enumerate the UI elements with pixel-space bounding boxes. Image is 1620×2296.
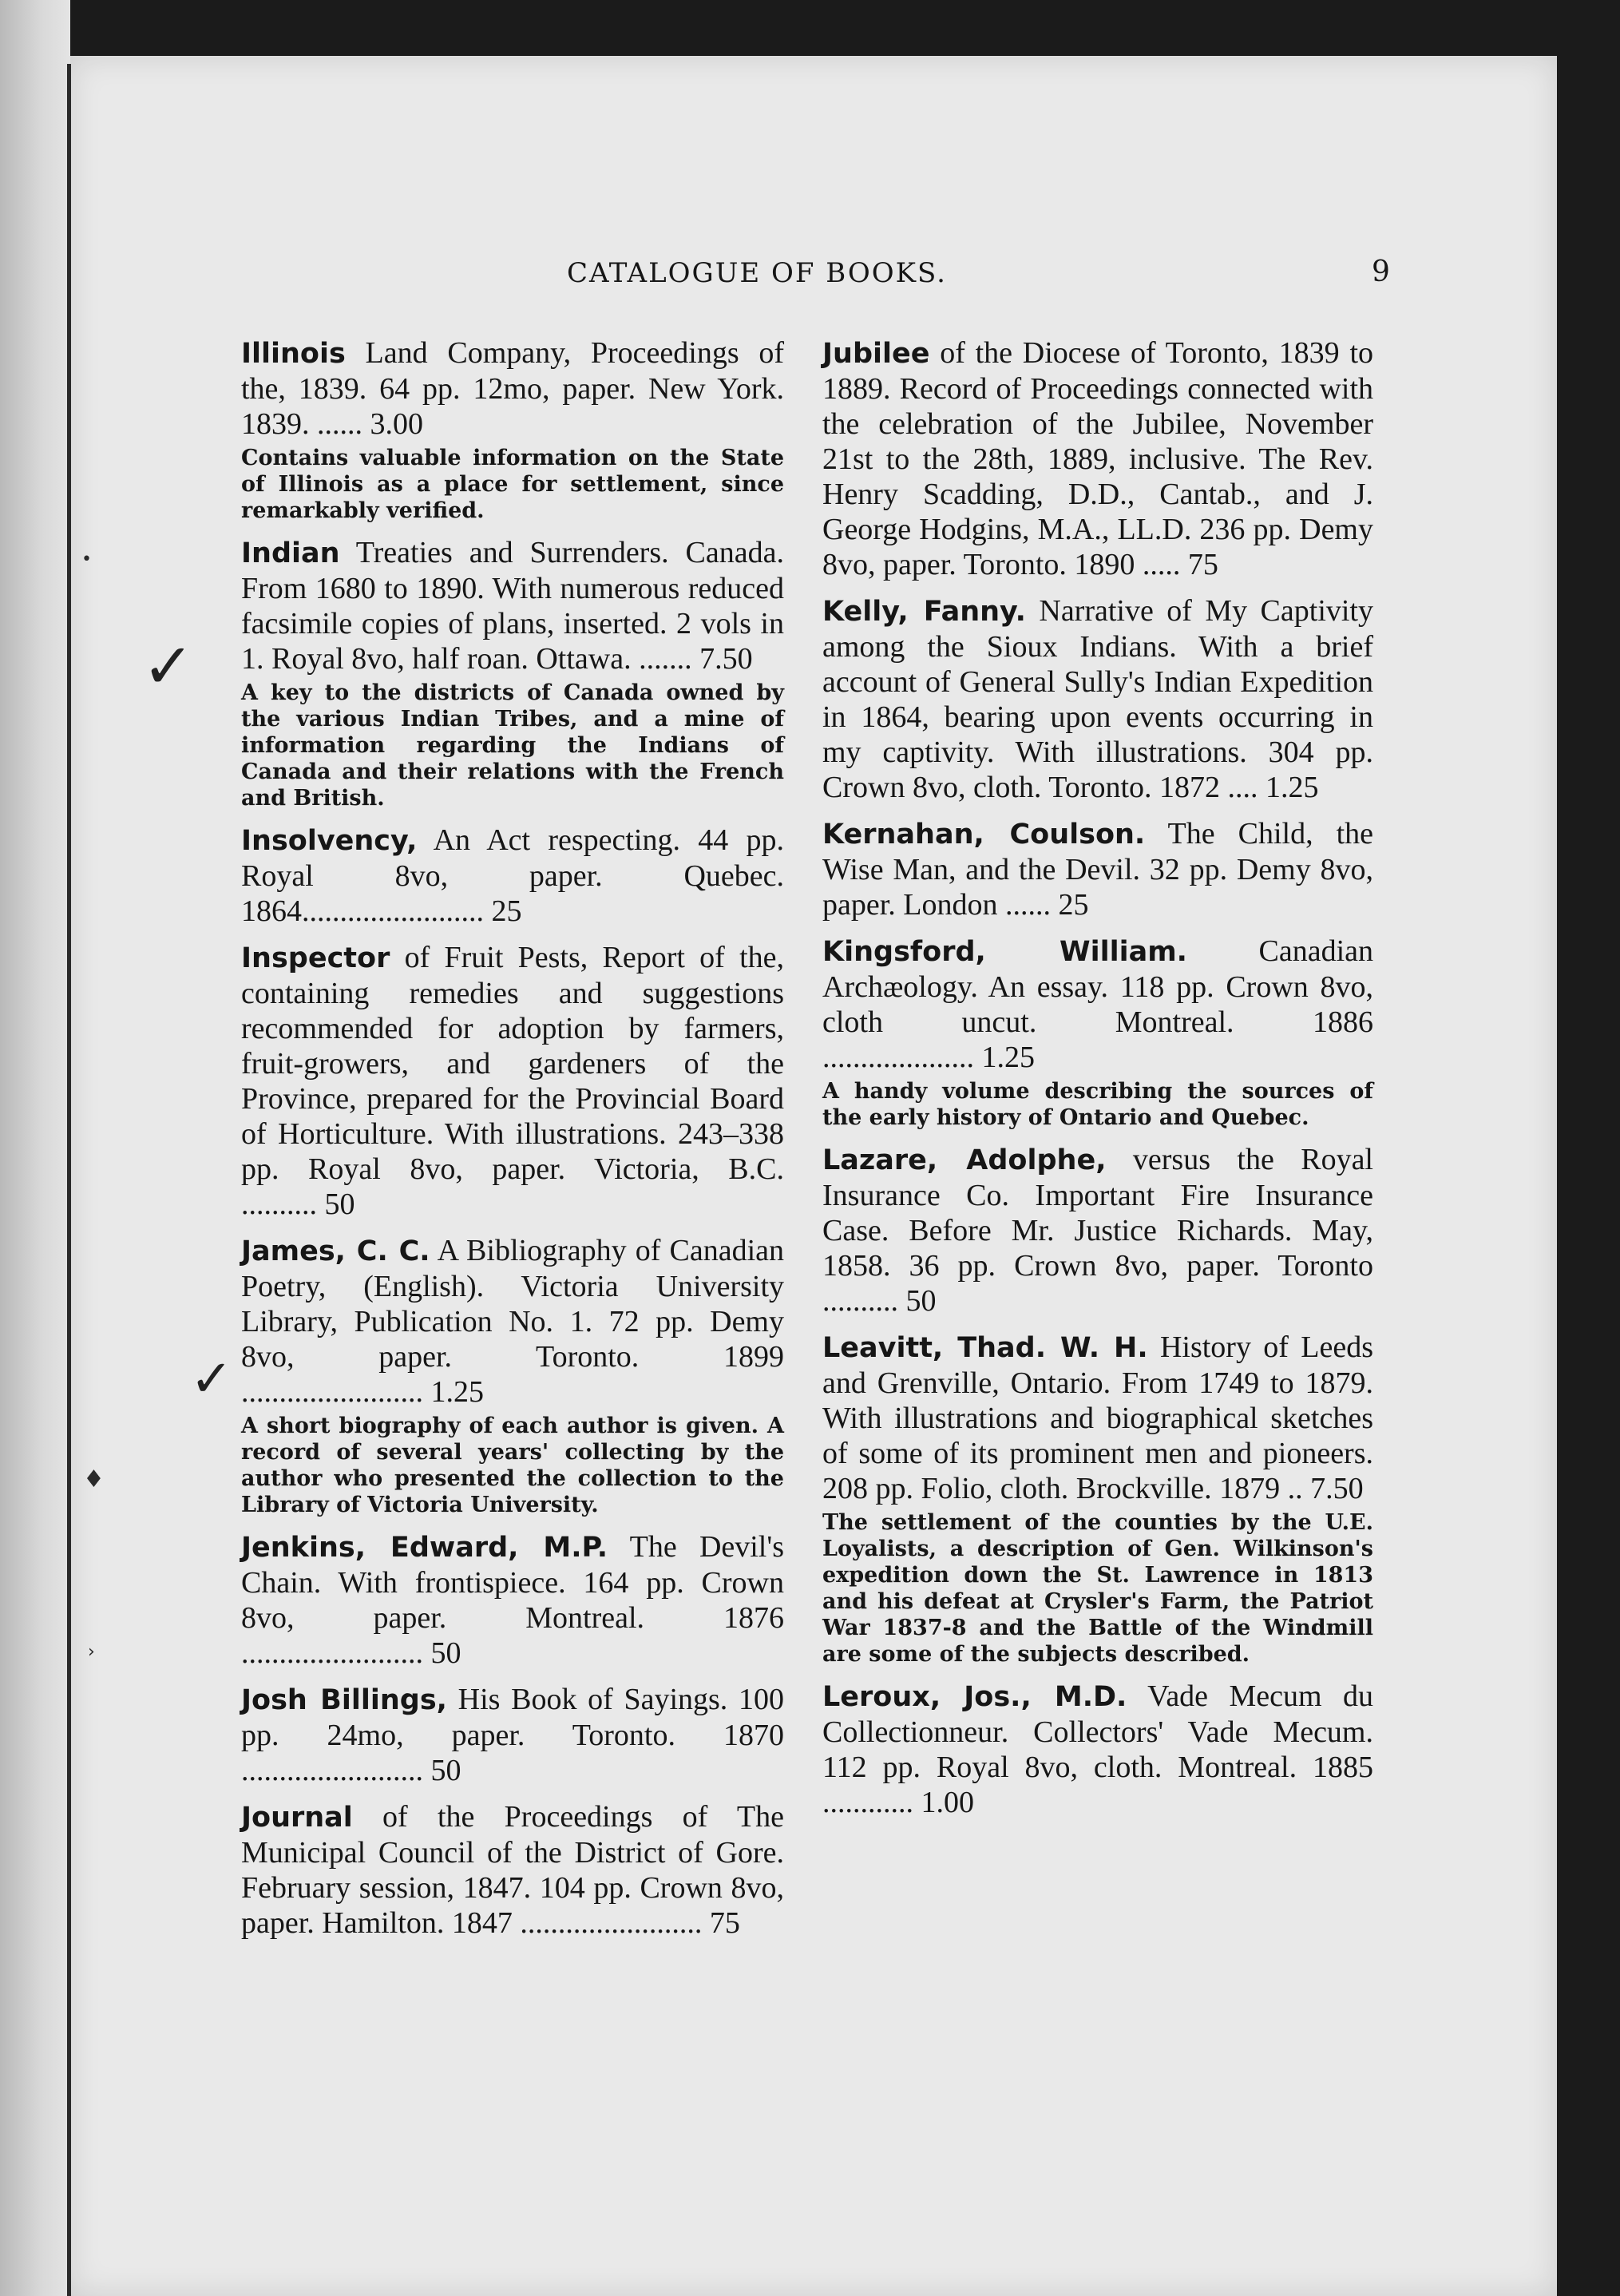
catalogue-entry-kingsford	[822, 934, 1373, 1131]
entry-price: .......... 50	[241, 1188, 355, 1221]
entry-body: A Bibliography of Canadian Poetry, (English). Victoria University Library, Publication No. 1. 72 pp. Demy 8vo, paper. Toronto. 1899	[241, 1234, 784, 1374]
entry-body: Land Company, Proceedings of the, 1839. 64 pp. 12mo, paper. New York. 1839.	[241, 336, 784, 441]
catalogue-entry-illinois	[241, 335, 784, 524]
entry-heading: Kernahan, Coulson.	[822, 819, 1146, 851]
catalogue-entry-journal	[241, 1799, 784, 1941]
entry-heading: James, C. C.	[241, 1235, 430, 1267]
entry-body: Treaties and Surrenders. Canada. From 1680 to 1890. With numerous reduced facsimile copies of plans, inserted. 2 vols in 1. Royal 8vo, half roan. Ottawa.	[241, 536, 784, 676]
entry-body: The Child, the Wise Man, and the Devil. 32 pp. Demy 8vo, paper. London	[822, 817, 1373, 922]
margin-dot-2: ♦	[83, 1465, 105, 1493]
entry-body: Narrative of My Captivity among the Sioux Indians. With a brief account of General Sully's Indian Expedition in 1864, bearing upon events occurring in my captivity. With illustrations. 304 pp. Crown 8vo, cloth. Toronto. 1872	[822, 594, 1373, 804]
entry-price: .......... 50	[822, 1284, 937, 1318]
entry-body: Canadian Archæology. An essay. 118 pp. Crown 8vo, cloth uncut. Montreal. 1886	[822, 934, 1373, 1039]
right-column	[822, 335, 1373, 1831]
entry-heading: Kelly, Fanny.	[822, 596, 1026, 628]
entry-note: The settlement of the counties by the U.E. Loyalists, a description of Gen. Wilkinson's expedition down the St. Lawrence in 1813 and his defeat at Crysler's Farm, the Patriot War 1837-8 and the Battle of the Windmill are some of the subjects described.	[822, 1510, 1373, 1667]
catalogue-entry-insolvency	[241, 823, 784, 929]
catalogue-entry-kernahan	[822, 816, 1373, 922]
entry-heading: Josh Billings,	[241, 1684, 447, 1716]
entry-price: ........................ 25	[302, 894, 522, 928]
entry-body: His Book of Sayings. 100 pp. 24mo, paper. Toronto. 1870	[241, 1683, 784, 1752]
entry-heading: Journal	[241, 1802, 353, 1834]
entry-price: ........................ 50	[241, 1636, 461, 1670]
page-number: 9	[1372, 256, 1390, 288]
running-head: CATALOGUE OF BOOKS.	[567, 257, 947, 289]
catalogue-entry-josh-billings	[241, 1682, 784, 1788]
margin-dot-3: ›	[88, 1642, 95, 1662]
catalogue-entry-james	[241, 1233, 784, 1518]
entry-heading: Leroux, Jos., M.D.	[822, 1681, 1127, 1713]
entry-heading: Jenkins, Edward, M.P.	[241, 1532, 608, 1564]
entry-price: ........................ 50	[241, 1754, 461, 1787]
entry-price: ............ 1.00	[822, 1786, 974, 1819]
entry-price: ...... 25	[997, 888, 1089, 922]
margin-dot-1: •	[81, 549, 92, 569]
entry-price: .................... 1.25	[822, 1041, 1035, 1074]
left-column	[241, 335, 784, 1952]
entry-heading: Insolvency,	[241, 825, 418, 857]
catalogue-entry-jenkins	[241, 1529, 784, 1671]
catalogue-entry-inspector	[241, 940, 784, 1222]
entry-price: ....... 7.50	[631, 642, 753, 676]
check-mark-icon: ✓	[142, 631, 195, 703]
entry-price: ...... 3.00	[309, 407, 423, 441]
entry-heading: Leavitt, Thad. W. H.	[822, 1332, 1148, 1364]
entry-heading: Inspector	[241, 942, 390, 974]
entry-heading: Kingsford, William.	[822, 936, 1187, 968]
entry-heading: Illinois	[241, 338, 346, 370]
entry-price: ........................ 1.25	[241, 1375, 484, 1409]
catalogue-entry-lazare	[822, 1142, 1373, 1319]
entry-note: A handy volume describing the sources of the early history of Ontario and Quebec.	[822, 1079, 1373, 1130]
binding-line	[67, 64, 71, 2296]
entry-note: A short biography of each author is given. A record of several years' collecting by the author who presented the collection to the Library of Victoria University.	[241, 1414, 784, 1517]
catalogue-entry-leavitt	[822, 1330, 1373, 1667]
entry-body: History of Leeds and Grenville, Ontario. From 1749 to 1879. With illustrations and biographical sketches of some of its prominent men and pioneers. 208 pp. Folio, cloth. Brockville. 1879	[822, 1330, 1373, 1505]
entry-price: .... 1.25	[1220, 771, 1319, 804]
entry-body: Vade Mecum du Collectionneur. Collectors' Vade Mecum. 112 pp. Royal 8vo, cloth. Montreal. 1885	[822, 1679, 1373, 1784]
entry-price: ..... 75	[1135, 548, 1218, 581]
entry-price: .. 7.50	[1280, 1472, 1364, 1505]
entry-body: The Devil's Chain. With frontispiece. 164 pp. Crown 8vo, paper. Montreal. 1876	[241, 1530, 784, 1635]
catalogue-entry-jubilee	[822, 335, 1373, 582]
entry-body: of Fruit Pests, Report of the, containing remedies and suggestions recommended for adoption by farmers, fruit-growers, and gardeners of the Province, prepared for the Provincial Board of Horticulture. With illustrations. 243–338 pp. Royal 8vo, paper. Victoria, B.C.	[241, 941, 784, 1186]
entry-note: Contains valuable information on the State of Illinois as a place for settlement, since remarkably verified.	[241, 446, 784, 523]
catalogue-entry-kelly	[822, 593, 1373, 805]
entry-body: versus the Royal Insurance Co. Important Fire Insurance Case. Before Mr. Justice Richards. May, 1858. 36 pp. Crown 8vo, paper. Toronto	[822, 1143, 1373, 1283]
entry-body: An Act respecting. 44 pp. Royal 8vo, paper. Quebec. 1864	[241, 823, 784, 928]
entry-heading: Jubilee	[822, 338, 930, 370]
catalogue-entry-indian	[241, 535, 784, 811]
entry-body: of the Diocese of Toronto, 1839 to 1889. Record of Proceedings connected with the celebration of the Jubilee, November 21st to the 28th, 1889, inclusive. The Rev. Henry Scadding, D.D., Cantab., and J. George Hodgins, M.A., LL.D. 236 pp. Demy 8vo, paper. Toronto. 1890	[822, 336, 1373, 581]
catalogue-entry-leroux	[822, 1679, 1373, 1820]
entry-heading: Lazare, Adolphe,	[822, 1144, 1107, 1176]
check-mark-icon: ✓	[190, 1350, 233, 1409]
entry-price: ........................ 75	[512, 1906, 740, 1940]
entry-note: A key to the districts of Canada owned by the various Indian Tribes, and a mine of information regarding the Indians of Canada and their relations with the French and British.	[241, 680, 784, 811]
page-edge-strip	[0, 0, 70, 2296]
entry-body: of the Proceedings of The Municipal Council of the District of Gore. February session, 1847. 104 pp. Crown 8vo, paper. Hamilton. 1847	[241, 1800, 784, 1940]
entry-heading: Indian	[241, 537, 340, 569]
